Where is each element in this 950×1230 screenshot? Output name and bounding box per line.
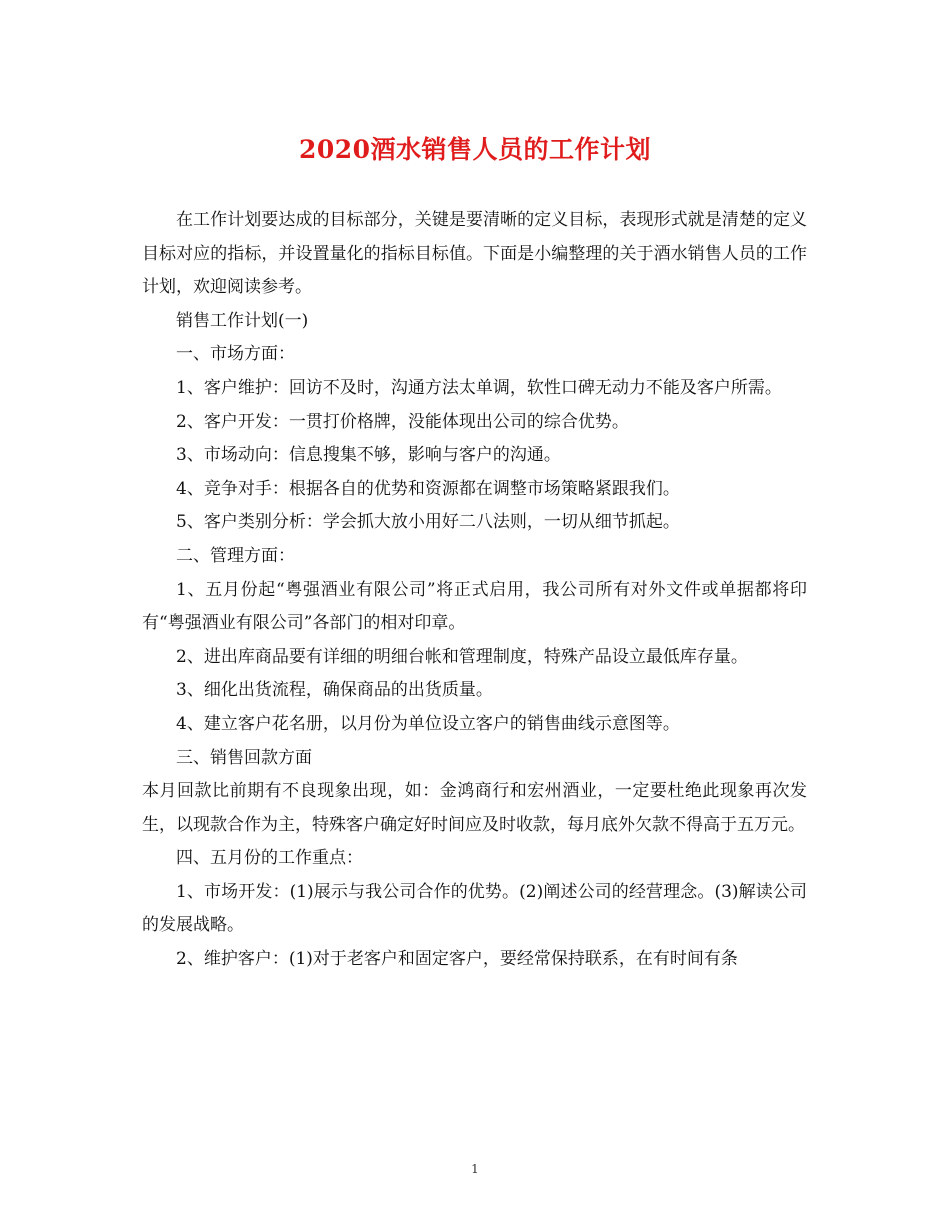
body-paragraph: 2、进出库商品要有详细的明细台帐和管理制度，特殊产品设立最低库存量。 [176,646,748,667]
body-paragraph: 四、五月份的工作重点： [176,848,363,869]
page-number: 1 [471,1162,479,1176]
body-paragraph: 1、五月份起“粤强酒业有限公司”将正式启用，我公司所有对外文件或单据都将印有“粤强酒业有限公司”各部门的相对印章。 [142,579,807,634]
body-paragraph: 1、市场开发：(1)展示与我公司合作的优势。(2)阐述公司的经营理念。(3)解读公司的发展战略。 [142,881,807,936]
body-paragraph: 1、客户维护：回访不及时，沟通方法太单调，软性口碑无动力不能及客户所需。 [176,377,782,398]
body-paragraph: 三、销售回款方面 [176,747,312,768]
body-paragraph: 3、细化出货流程，确保商品的出货质量。 [176,680,493,701]
body-paragraph: 本月回款比前期有不良现象出现，如：金鸿商行和宏州酒业，一定要杜绝此现象再次发生，以现款合作为主，特殊客户确定好时间应及时收款，每月底外欠款不得高于五万元。 [142,781,807,835]
document-body [142,204,807,977]
body-paragraph: 3、市场动向：信息搜集不够，影响与客户的沟通。 [176,445,561,466]
body-paragraph: 销售工作计划(一) [176,310,309,331]
body-paragraph: 在工作计划要达成的目标部分，关键是要清晰的定义目标，表现形式就是清楚的定义目标对应的指标，并设置量化的指标目标值。下面是小编整理的关于酒水销售人员的工作计划，欢迎阅读参考。 [142,210,807,298]
body-paragraph: 2、客户开发：一贯打价格牌，没能体现出公司的综合优势。 [176,411,629,432]
body-paragraph: 二、管理方面： [176,545,295,566]
body-paragraph: 4、建立客户花名册，以月份为单位设立客户的销售曲线示意图等。 [176,713,680,734]
body-paragraph: 2、维护客户：(1)对于老客户和固定客户，要经常保持联系，在有时间有条 [176,949,738,970]
document-title: 2020酒水销售人员的工作计划 [298,135,652,164]
body-paragraph: 一、市场方面： [176,344,295,365]
body-paragraph: 5、客户类别分析：学会抓大放小用好二八法则，一切从细节抓起。 [176,512,680,533]
body-paragraph: 4、竞争对手：根据各自的优势和资源都在调整市场策略紧跟我们。 [176,478,680,499]
